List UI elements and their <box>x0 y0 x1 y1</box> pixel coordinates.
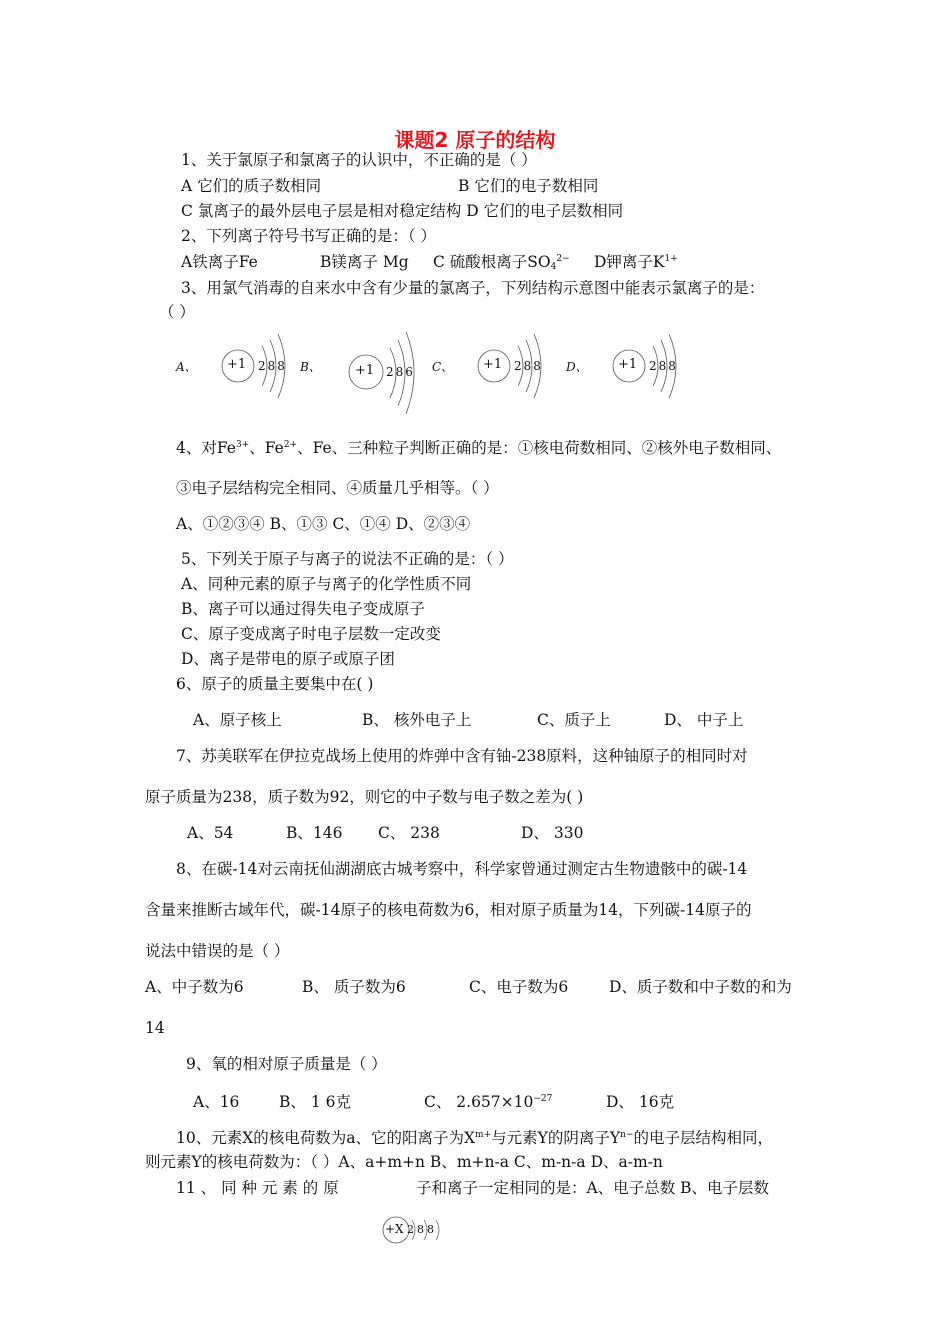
q6-option-a: A、原子核上 <box>193 711 282 729</box>
q7-stem-line1: 7、苏美联军在伊拉克战场上使用的炸弹中含有铀-238原料，这种铀原子的相同时对 <box>176 747 748 765</box>
q3-diagram-d-label: D、 <box>566 360 588 374</box>
q3-diagram-a-nucleus: +1 <box>227 357 247 372</box>
q9-option-b: B、 1 6克 <box>279 1093 351 1111</box>
q3-diagram-a <box>176 336 316 396</box>
q3-diagram-c-shells: 288 <box>514 359 543 373</box>
q11-diagram-nucleus: +X <box>385 1222 404 1236</box>
q7-option-c: C、 238 <box>378 824 440 842</box>
q11-stem-part2: 子和离子一定相同的是：A、电子总数 B、电子层数 <box>416 1179 770 1197</box>
q6-stem: 6、原子的质量主要集中在( ) <box>176 675 374 693</box>
q8-option-c: C、电子数为6 <box>469 978 569 996</box>
q8-option-a: A、中子数为6 <box>145 978 244 996</box>
q9-option-a: A、16 <box>193 1093 240 1111</box>
q3-diagram-c-nucleus: +1 <box>483 357 503 372</box>
q1-option-cd: C 氯离子的最外层电子层是相对稳定结构 D 它们的电子层数相同 <box>181 202 624 220</box>
q6-option-b: B、 核外电子上 <box>362 711 472 729</box>
q10-stem-line1: 10、元素X的核电荷数为a、它的阳离子为$X^{m+}$与元素Y的阴离子$Y^{n-}$的电子层结构相同， <box>176 1129 773 1147</box>
q3-diagram-b-label: B、 <box>300 360 321 374</box>
q10-stem-line2: 则元素Y的核电荷数为：（ ）A、a+m+n B、m+n-a C、m-n-a D、a-m-n <box>145 1153 663 1171</box>
q8-stem-line1: 8、在碳-14对云南抚仙湖湖底古城考察中，科学家曾通过测定古生物遗骸中的碳-14 <box>176 860 748 878</box>
q8-option-d-continued: 14 <box>145 1019 165 1037</box>
page-title: 课题2 原子的结构 <box>394 128 556 152</box>
q7-option-a: A、54 <box>187 824 234 842</box>
q7-stem-line2: 原子质量为238，质子数为92，则它的中子数与电子数之差为( ) <box>145 788 584 806</box>
q4-stem: 4、对$Fe^{3+}$、$Fe^{2+}$、Fe、三种粒子判断正确的是：①核电荷数相同、②核外电子数相同、 <box>176 439 782 457</box>
q5-stem: 5、下列关于原子与离子的说法不正确的是：（ ） <box>181 550 514 568</box>
q3-diagram-b-shells: 286 <box>386 365 415 379</box>
q3-diagram-a-label: A、 <box>176 360 197 374</box>
q3-diagram-d <box>566 336 706 396</box>
q1-option-a: A 它们的质子数相同 <box>181 177 322 195</box>
q7-option-d: D、 330 <box>521 824 584 842</box>
q11-diagram-shells: 288 <box>407 1223 437 1236</box>
q8-stem-line2: 含量来推断古域年代，碳-14原子的核电荷数为6，相对原子质量为14，下列碳-14原子的 <box>145 901 752 919</box>
q11-diagram <box>380 1206 460 1250</box>
q4-options: A、①②③④ B、①③ C、①④ D、②③④ <box>176 515 471 533</box>
q8-stem-line3: 说法中错误的是（ ） <box>145 942 290 960</box>
q8-option-d: D、质子数和中子数的和为 <box>609 978 792 996</box>
q3-diagram-d-shells: 288 <box>649 359 678 373</box>
q4-stem-line2: ③电子层结构完全相同、④质量几乎相等。（ ） <box>176 479 499 497</box>
q5-option-a: A、同种元素的原子与离子的化学性质不同 <box>181 575 472 593</box>
q3-answer-paren: （ ） <box>159 303 195 321</box>
q5-option-c: C、原子变成离子时电子层数一定改变 <box>181 625 441 643</box>
q9-option-c: C、 $2.657\times 10^{-27}$ <box>424 1093 553 1111</box>
q5-option-d: D、离子是带电的原子或原子团 <box>181 650 395 668</box>
q2-option-c: C 硫酸根离子$SO_4^{2-}$ <box>433 253 570 272</box>
q7-option-b: B、146 <box>286 824 343 842</box>
q1-option-b: B 它们的电子数相同 <box>458 177 599 195</box>
q3-diagram-b-nucleus: +1 <box>355 363 375 378</box>
q6-option-c: C、质子上 <box>537 711 611 729</box>
q9-stem: 9、氧的相对原子质量是（ ） <box>186 1055 387 1073</box>
q5-option-b: B、离子可以通过得失电子变成原子 <box>181 600 425 618</box>
q3-stem: 3、用氯气消毒的自来水中含有少量的氯离子，下列结构示意图中能表示氯离子的是： <box>181 279 765 297</box>
q2-stem: 2、下列离子符号书写正确的是：（ ） <box>181 227 437 245</box>
q11-stem-part1: 11 、 同 种 元 素 的 原 <box>176 1179 339 1197</box>
q3-diagram-a-shells: 288 <box>258 359 287 373</box>
q2-option-b: B镁离子 Mg <box>320 253 409 271</box>
q3-diagram-b <box>300 342 440 402</box>
q6-option-d: D、 中子上 <box>664 711 744 729</box>
q9-option-d: D、 16克 <box>606 1093 675 1111</box>
q1-stem: 1、关于氯原子和氯离子的认识中，不正确的是（ ） <box>181 151 537 169</box>
q3-diagram-c <box>432 336 572 396</box>
q3-diagram-d-nucleus: +1 <box>618 357 638 372</box>
q2-option-d: D钾离子$K^{1+}$ <box>594 253 678 271</box>
q3-diagram-c-label: C、 <box>432 360 454 374</box>
q2-option-a: A铁离子Fe <box>181 253 258 271</box>
q8-option-b: B、 质子数为6 <box>302 978 406 996</box>
